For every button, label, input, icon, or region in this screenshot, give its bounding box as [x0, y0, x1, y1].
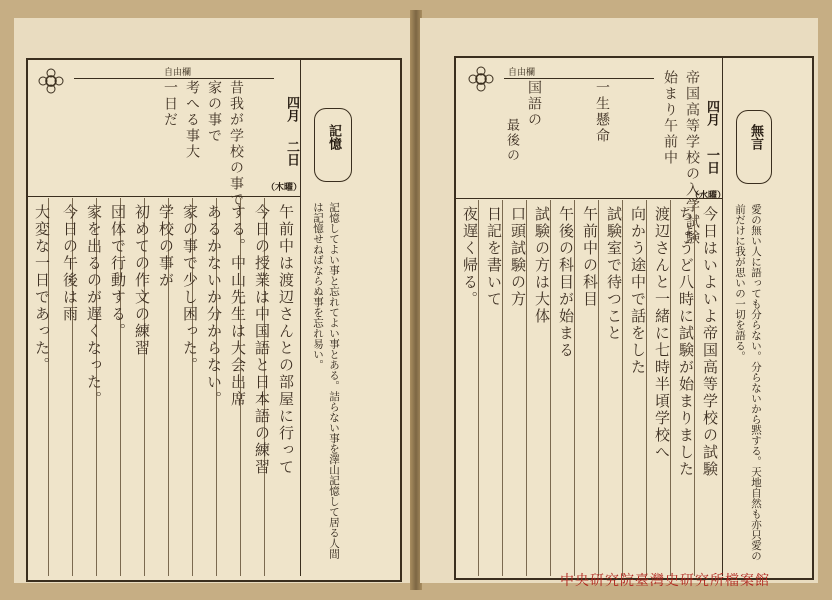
free-note-3: 一生懸命	[594, 80, 610, 144]
diary-line-4: 向かう途中で話をした	[629, 206, 647, 376]
diary-line-7: 午後の科目が始まる	[557, 206, 575, 359]
top-rule	[74, 78, 274, 79]
month-label: 四月	[704, 100, 719, 126]
header-rule	[26, 196, 300, 197]
weekday-label: （木曜）	[266, 183, 303, 193]
diary-line-10: 今日の午後は雨	[61, 204, 79, 323]
diary-line-8: 試験の方は大体	[533, 206, 551, 325]
diary-line-5: 試験室で待つこと	[605, 206, 623, 342]
proverb-divider	[300, 58, 301, 576]
header-rule	[454, 198, 722, 199]
free-column-label: 自由欄	[508, 68, 536, 78]
free-note-2: 始まり午前中	[662, 70, 678, 166]
diary-line-11: 大変な一日であった。	[33, 204, 51, 374]
heading-title: 記憶	[326, 124, 341, 150]
proverb-text: 記憶してよい事と忘れてよい事とある。詰らない事を澤山記憶して居る人間は記憶せねばならぬ事を忘れ易い。	[312, 202, 340, 559]
diary-line-6: 学校の事が	[157, 204, 175, 289]
diary-line-5: 家の事で少し困った。	[181, 204, 199, 374]
proverb-divider	[722, 56, 723, 576]
diary-line-9: 家を出るのが遅くなった。	[85, 204, 103, 408]
diary-line-3: する。中山先生は大会出席	[229, 204, 247, 408]
top-rule	[504, 78, 654, 79]
flower-ornament-icon	[36, 66, 66, 96]
diary-line-1: 今日はいよいよ帝国高等学校の試験	[701, 206, 719, 478]
diary-line-2: 今日の授業は中国語と日本語の練習	[253, 204, 271, 476]
diary-line-9: 口頭試験の方	[509, 206, 527, 308]
free-note-2: 家の事で	[206, 80, 222, 144]
heading-title: 無言	[748, 124, 763, 150]
proverb-text: 愛の無い人に語っても分らない。分らないから黙する。天地自然も亦只愛の前だけに我が思いの一切を語る。	[734, 204, 762, 561]
diary-line-10: 日記を書いて	[485, 206, 503, 308]
left-page	[14, 18, 412, 583]
free-note-3: 考へる事大	[184, 80, 200, 160]
diary-line-8: 団体で行動する。	[109, 204, 127, 340]
free-note-1: 帝国高等学校の入学試験	[684, 70, 700, 246]
free-note-4: 国語の	[526, 80, 542, 128]
diary-line-11: 夜遅く帰る。	[461, 206, 479, 308]
diary-line-3: 渡辺さんと一緒に七時半頃学校へ	[653, 206, 671, 461]
right-page	[420, 18, 818, 583]
diary-line-6: 午前中の科目	[581, 206, 599, 308]
flower-ornament-icon	[466, 64, 496, 94]
free-note-1: 昔我が学校の事で	[228, 80, 244, 208]
diary-line-1: 午前中は渡辺さんとの部屋に行って	[277, 204, 295, 476]
archive-watermark: 中央研究院臺灣史研究所檔案館	[560, 573, 770, 589]
free-note-5: 最後の	[504, 118, 519, 163]
weekday-label: （水曜）	[690, 191, 727, 201]
free-column-label: 自由欄	[164, 68, 192, 78]
diary-line-7: 初めての作文の練習	[133, 204, 151, 357]
diary-line-4: あるかないか分からない。	[205, 204, 223, 408]
day-label: 二日	[284, 140, 299, 166]
month-label: 四月	[284, 96, 299, 122]
day-label: 一日	[704, 148, 719, 174]
diary-line-2: ちょうど八時に試験が始まりました	[677, 206, 695, 478]
free-note-4: 一日だ	[162, 80, 178, 128]
